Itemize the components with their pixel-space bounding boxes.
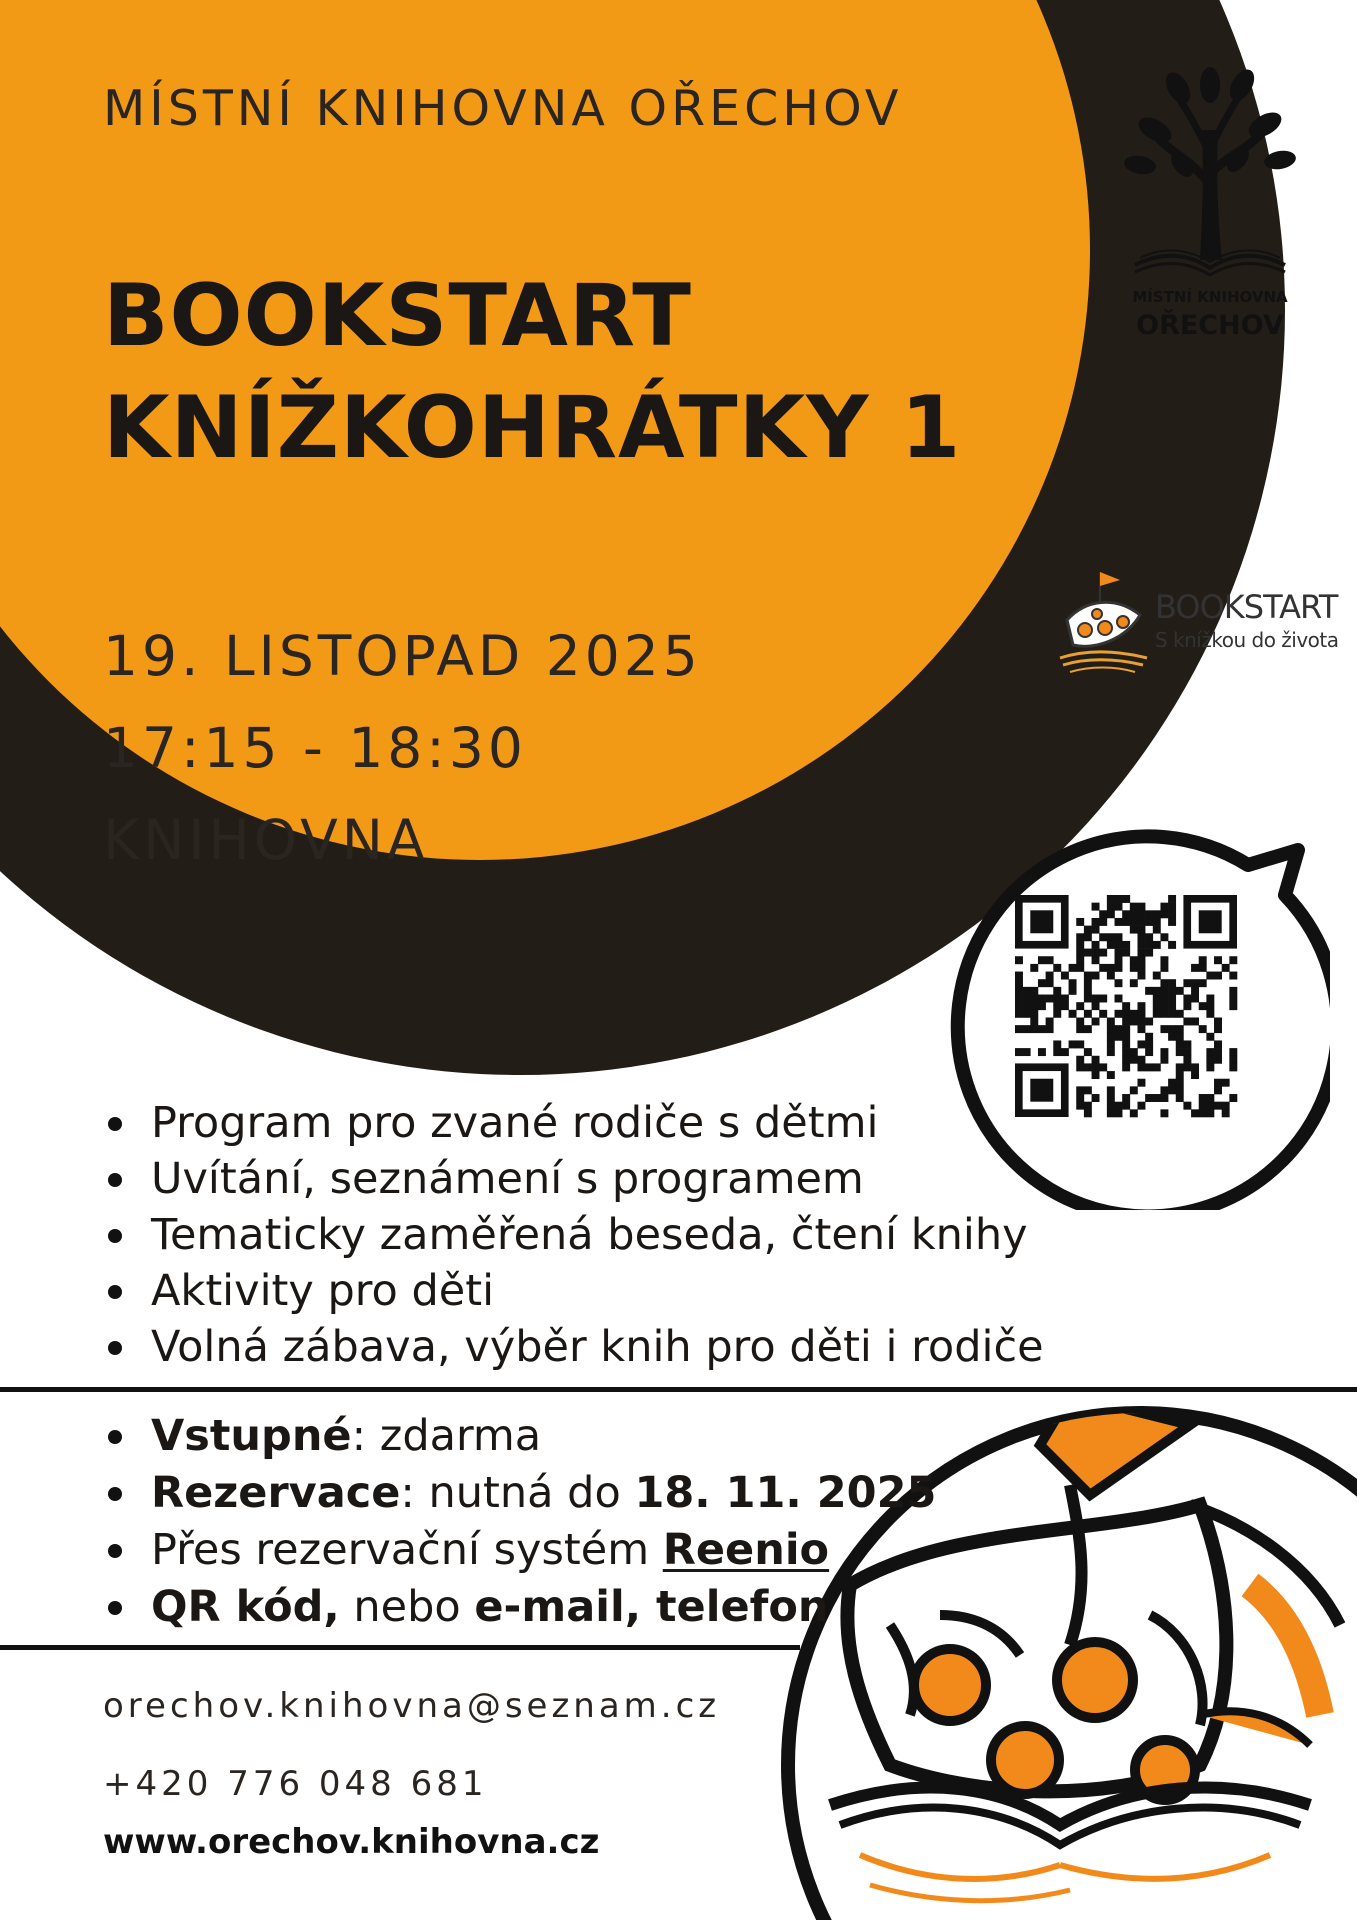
- contact-website[interactable]: www.orechov.knihovna.cz: [103, 1822, 600, 1862]
- event-time: 17:15 - 18:30: [103, 716, 527, 780]
- logo-big-text: OŘECHOV: [1136, 310, 1284, 341]
- entry-fee-label: Vstupné: [151, 1411, 352, 1461]
- contact-methods: e-mail, telefon: [474, 1582, 829, 1632]
- list-item: Aktivity pro děti: [105, 1263, 1044, 1319]
- bookstart-ship-icon: [1055, 570, 1153, 680]
- logo-small-text: MÍSTNÍ KNIHOVNA: [1132, 288, 1288, 306]
- contact-methods-item: [105, 1579, 936, 1636]
- bookstart-logo: [1055, 570, 1339, 680]
- library-name: MÍSTNÍ KNIHOVNA OŘECHOV: [103, 80, 903, 137]
- bookstart-tagline: S knížkou do života: [1155, 628, 1339, 652]
- bookstart-name: BOOKSTART: [1155, 588, 1338, 626]
- entry-fee-value: : zdarma: [351, 1411, 542, 1461]
- reenio-link[interactable]: Reenio: [662, 1525, 830, 1575]
- event-title: [103, 260, 961, 484]
- reservation-item: [105, 1465, 936, 1522]
- reservation-system-item: [105, 1522, 936, 1579]
- contact-email[interactable]: orechov.knihovna@seznam.cz: [103, 1686, 721, 1726]
- program-list: [105, 1095, 1044, 1375]
- event-date: 19. LISTOPAD 2025: [103, 624, 702, 688]
- title-line-1: BOOKSTART: [103, 266, 692, 366]
- list-item: Tematicky zaměřená beseda, čtení knihy: [105, 1207, 1044, 1263]
- entry-fee-item: [105, 1408, 936, 1465]
- system-text: Přes rezervační systém: [151, 1525, 663, 1575]
- or-text: nebo: [339, 1582, 475, 1632]
- reservation-date: 18. 11. 2025: [634, 1468, 937, 1518]
- reservation-label: Rezervace: [151, 1468, 401, 1518]
- list-item: Program pro zvané rodiče s dětmi: [105, 1095, 1044, 1151]
- divider-bottom: [0, 1645, 800, 1650]
- reservation-text: : nutná do: [400, 1468, 635, 1518]
- contact-phone[interactable]: +420 776 048 681: [103, 1764, 488, 1804]
- tree-icon: [1120, 60, 1300, 285]
- title-line-2: KNÍŽKOHRÁTKY 1: [103, 378, 962, 478]
- event-info: [103, 610, 702, 886]
- list-item: Volná zábava, výběr knih pro děti i rodiče: [105, 1319, 1044, 1375]
- library-logo: [1120, 60, 1300, 341]
- event-place: KNIHOVNA: [103, 808, 429, 872]
- qr-label: QR kód,: [151, 1582, 340, 1632]
- info-list: [105, 1408, 936, 1636]
- list-item: Uvítání, seznámení s programem: [105, 1151, 1044, 1207]
